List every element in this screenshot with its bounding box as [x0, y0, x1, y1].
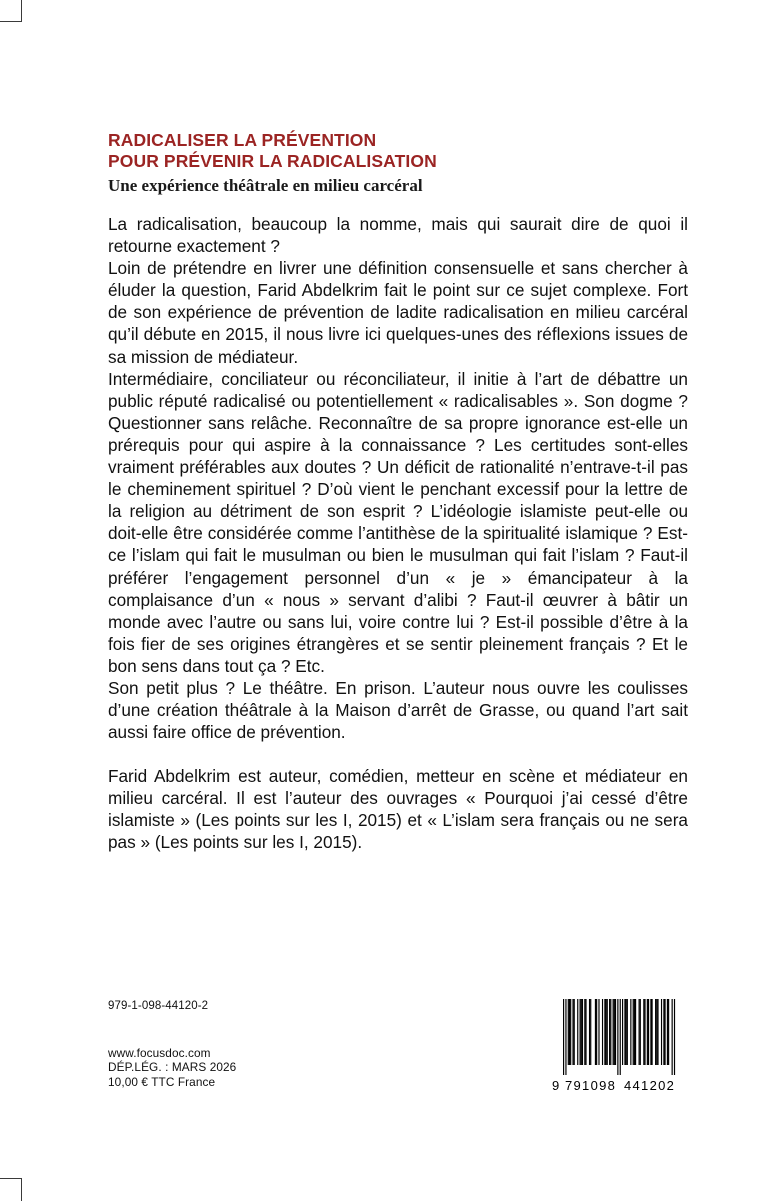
blurb-paragraph: Loin de prétendre en livrer une définition consensuelle et sans chercher à éluder la question, Farid Abdelkrim fait le point sur ce sujet complexe. Fort de son expérience de prévention de ladite radicalisation en milieu carcéral qu’il débute en 2015, il nous livre ici quelques-unes des réflexions issues de sa mission de médiateur. — [108, 258, 688, 367]
blurb-paragraph: La radicalisation, beaucoup la nomme, mais qui saurait dire de quoi il retourne exactement ? — [108, 214, 688, 257]
book-title-line-2: POUR PRÉVENIR LA RADICALISATION — [108, 151, 437, 171]
publisher-website: www.focusdoc.com — [108, 1046, 211, 1060]
imprint-block — [108, 1046, 236, 1089]
blurb-paragraph: Intermédiaire, conciliateur ou réconciliateur, il initie à l’art de débattre un public réputé radicalisé ou potentiellement « radicalisables ». Son dogme ? Questionner sans relâche. Reconnaître de sa propre ignorance est-elle un prérequis pour qui aspire à la connaissance ? Les certitudes sont-elles vraiment préférables aux doutes ? Un déficit de rationalité n’entrave-t-il pas le cheminement spirituel ? D’où vient le penchant excessif pour la lettre de la religion au détriment de son esprit ? L’idéologie islamiste peut-elle ou doit-elle être considérée comme l’antithèse de la spiritualité islamique ? Est-ce l’islam qui fait le musulman ou bien le musulman qui fait l’islam ? Faut-il préférer l’engagement personnel d’un « je » émancipateur à la complaisance d’un « nous » servant d’alibi ? Faut-il œuvrer à bâtir un monde avec l’autre ou sans lui, voire contre lui ? Est-il possible d’être à la fois fier de ses origines étrangères et se sentir pleinement français ? Et le bon sens dans tout ça ? Etc. — [108, 368, 688, 676]
svg-text:441202: 441202 — [624, 1078, 676, 1093]
blurb-block — [108, 213, 688, 743]
isbn-number: 979-1-098-44120-2 — [108, 1000, 209, 1012]
author-bio-block — [108, 765, 688, 853]
crop-mark-bottom-left-icon — [0, 1178, 22, 1201]
barcode-graphic — [549, 995, 685, 1095]
author-bio-text: Farid Abdelkrim est auteur, comédien, metteur en scène et médiateur en milieu carcéral. Il est l’auteur des ouvrages « Pourquoi j’ai cessé d’être islamiste » (Les points sur les I, 2015) et « L’islam sera français ou ne sera pas » (Les points sur les I, 2015). — [108, 766, 688, 853]
legal-deposit: DÉP.LÉG. : MARS 2026 — [108, 1060, 237, 1075]
title-block — [108, 130, 694, 198]
book-title-line-1: RADICALISER LA PRÉVENTION — [108, 130, 377, 150]
svg-text:9: 9 — [552, 1078, 560, 1093]
blurb-paragraph: Son petit plus ? Le théâtre. En prison. L’auteur nous ouvre les coulisses d’une création théâtrale à la Maison d’arrêt de Grasse, ou quand l’art sait aussi faire office de prévention. — [108, 677, 688, 743]
ean13-barcode — [549, 995, 685, 1095]
crop-mark-top-left-icon — [0, 0, 22, 22]
price-label: 10,00 € TTC France — [108, 1074, 216, 1089]
book-subtitle: Une expérience théâtrale en milieu carcéral — [108, 176, 423, 195]
svg-text:791098: 791098 — [565, 1078, 617, 1093]
